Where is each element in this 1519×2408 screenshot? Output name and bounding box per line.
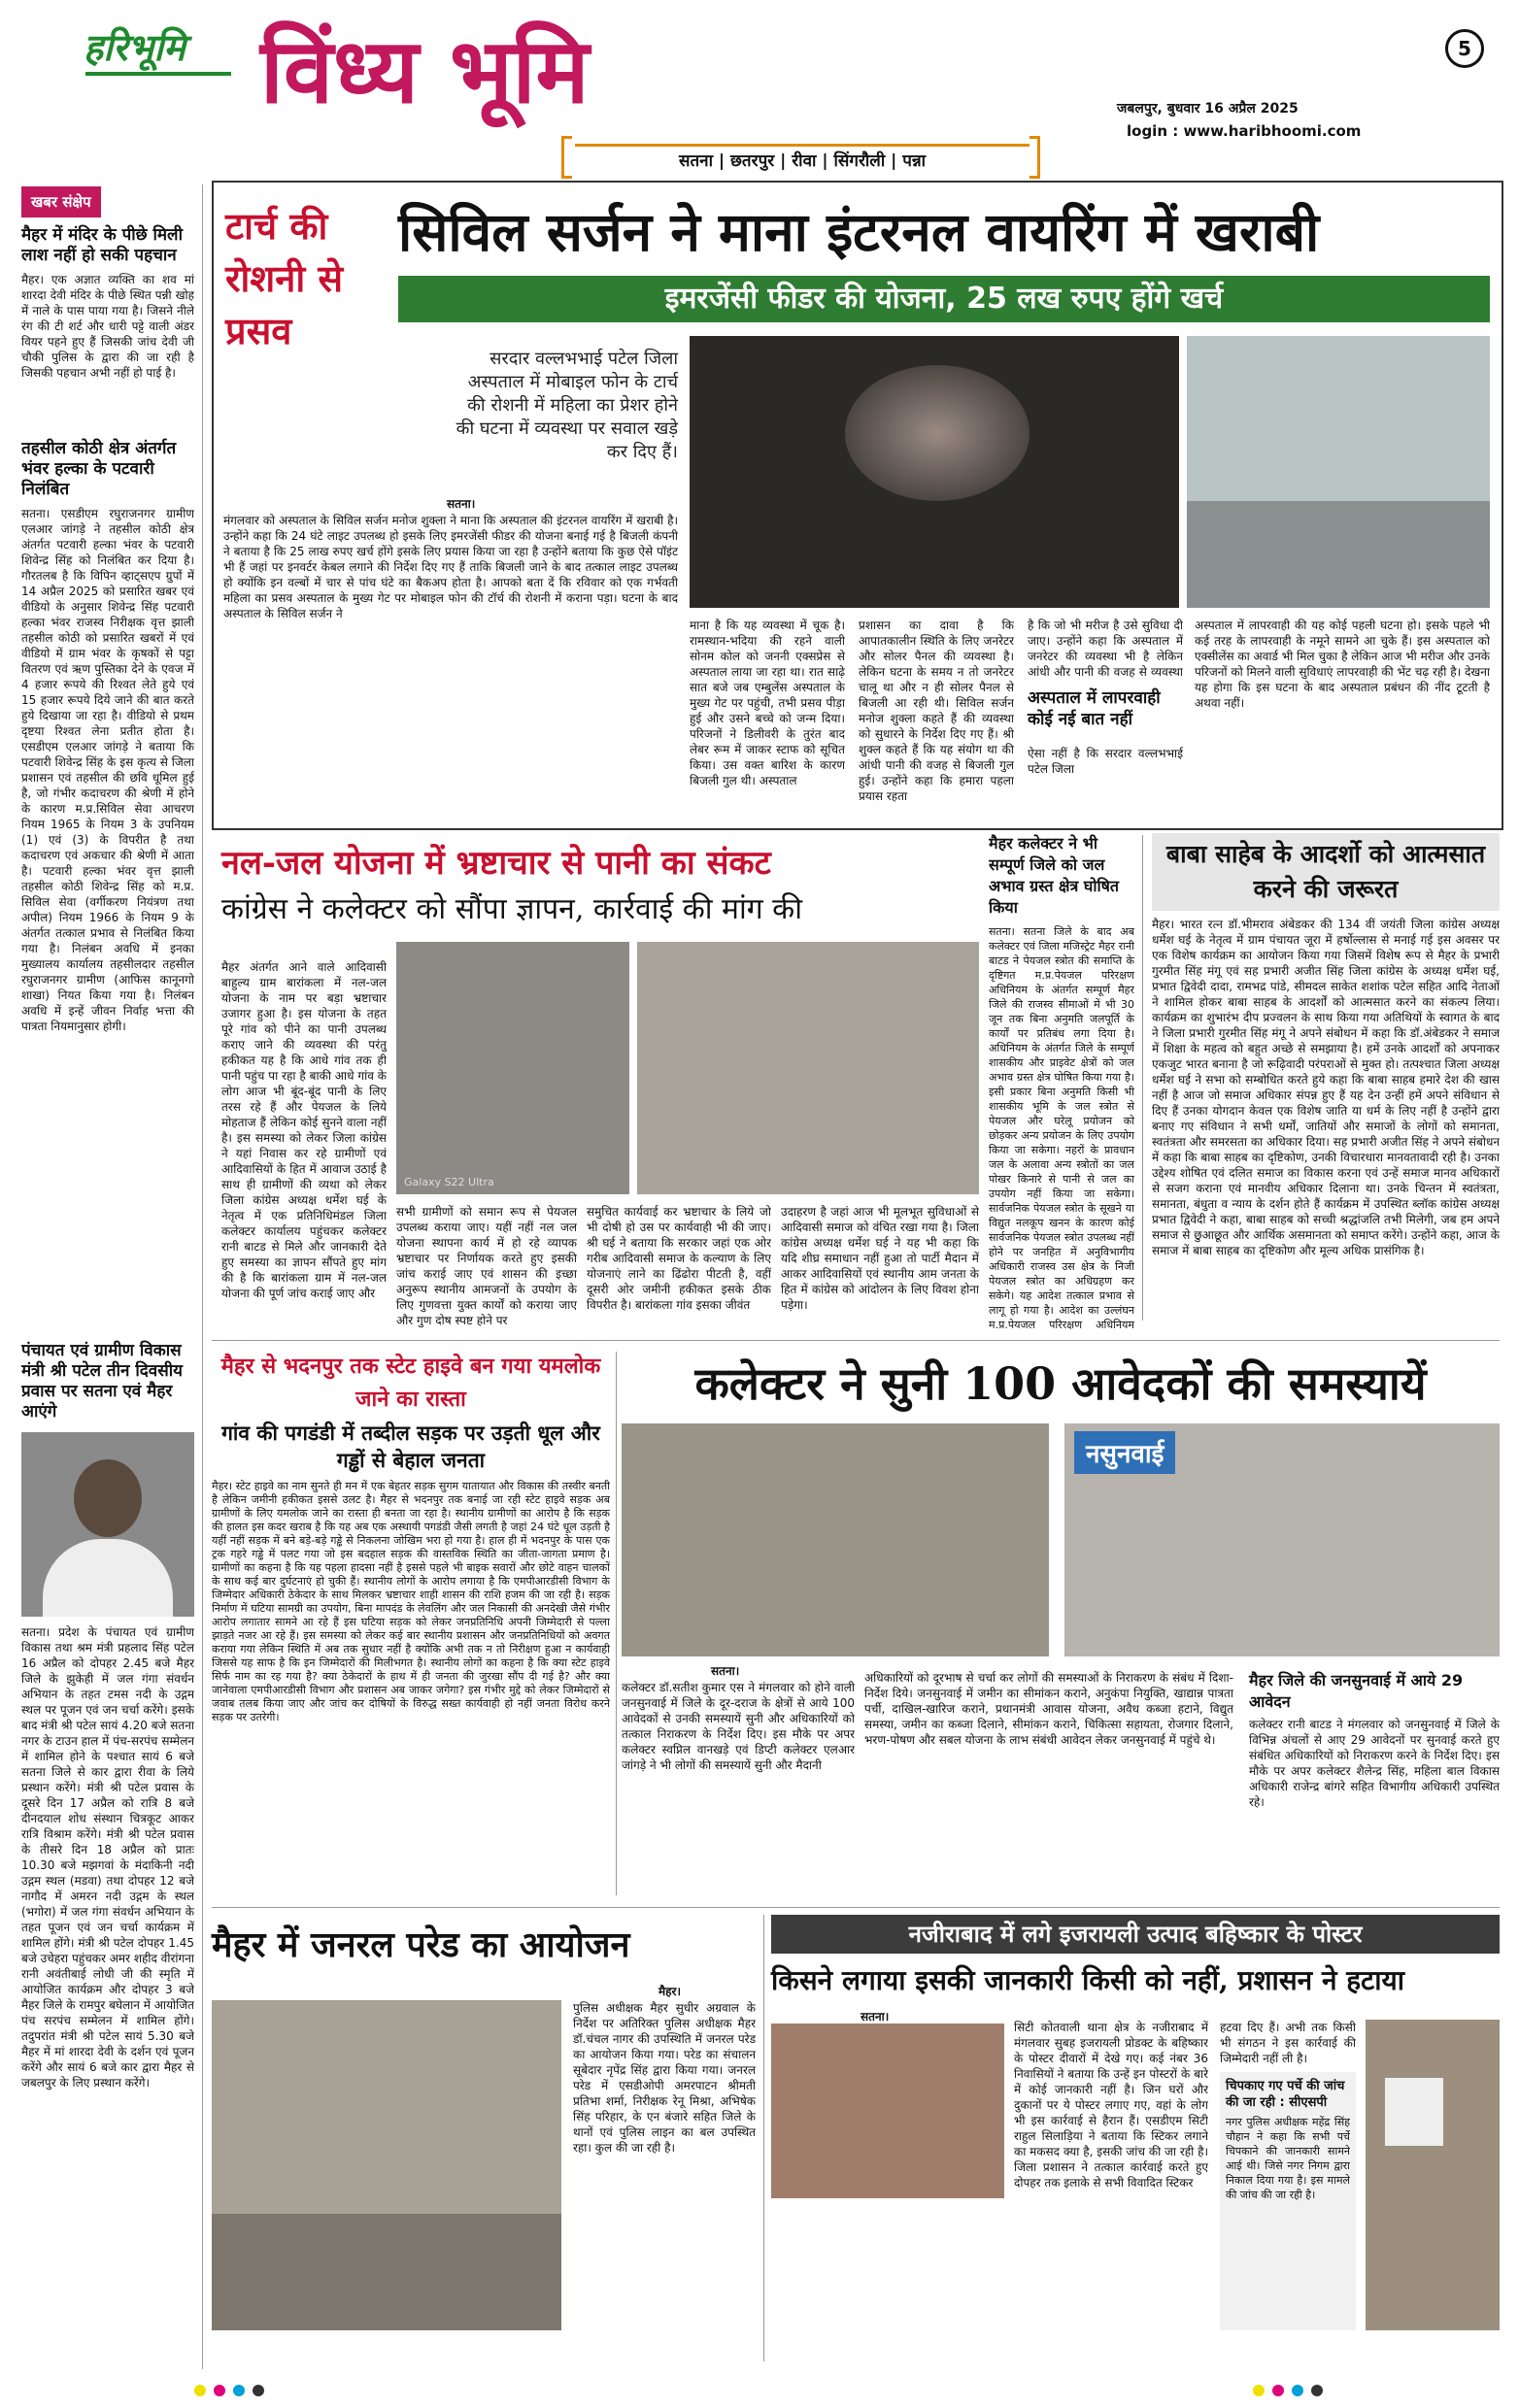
parade-headline: मैहर में जनरल परेड का आयोजन [212,1924,630,1965]
lead-box-headline: अस्पताल में लापरवाही कोई नई बात नहीं [1028,688,1161,729]
lead-body-col4: है कि जो भी मरीज है उसे सुविधा दी जाए। उन्होंने कहा कि अस्पताल में जनरेटर की व्यवस्था भी है लेकिन आंधी और पानी की वजह से व्यवस्था [1028,619,1183,679]
lead-kicker: टार्च की रोशनी से प्रसव [225,204,344,352]
registration-dot [233,2385,245,2396]
naljal-photo-villagers [396,942,629,1194]
person-body-shape [43,1539,173,1617]
highway-story [212,1350,610,1903]
highway-headline: मैहर से भदनपुर तक स्टेट हाइवे बन गया यमलोक जाने का रास्ता [220,1354,601,1412]
highway-body: मैहर। स्टेट हाइवे का नाम सुनते ही मन में एक बेहतर सड़क सुगम यातायात और विकास की तस्वीर बनती है लेकिन जमीनी हकीकत इससे उलट है। मैहर से भदनपुर तक बनाई जा रही स्टेट हाइवे सड़क अब ग्रामीणों के लिए यमलोक जाने का रास्ता ही बनता जा रहा है। स्थानीय ग्रामीणों का आरोप है कि सड़क की हालत इस कदर खराब है कि यह अब एक अस्थायी पगडंडी जैसी लगती है जहां 24 घंटे धूल उड़ती है यहीं नहीं सड़क में बने बड़े-बड़े गड्ढे से निकलना जोखिम भरा हो गया है। हाल ही में भदनपुर के पास एक ट्रक गहरे गड्ढे में पलट गया जो इस बदहाल सड़क की वास्तविक स्थिति का जीता-जागता प्रमाण है। ग्रामीणों का कहना है कि यह पहला हादसा नहीं है इससे पहले भी बाइक सवारों और छोटे वाहन चालकों के साथ कई बार दुर्घटनाएं हो चुकी हैं। स्थानीय लोगों के आरोप लगाया है कि एमपीआरडीसी विभाग के जिम्मेदार अधिकारी ठेकेदार के साथ मिलकर भ्रष्टाचार शाही शासन की राशि हजम की जा रही है। सड़क निर्माण में घटिया सामग्री का उपयोग, बिना मापदंड के लेवलिंग और जल निकासी की अनदेखी जैसे गंभीर आरोप लगातार सामने आ रहे हैं इस घटिया सड़क को लेकर जनप्रतिनिधि अपनी जिम्मेदारी से पल्ला झाड़ते नजर आ रहे हैं। इस समस्या को लेकर कई बार स्थानीय प्रशासन और जनप्रतिनिधियों को अवगत कराया गया लेकिन स्थिति में अब तक सुधार नहीं है क्योंकि अभी तक न तो निरीक्षण हुआ न कार्यवाही जिससे यह साफ है कि इन जिम्मेदारों की मिलीभगत है। स्थानीय लोगों का कहना है कि क्या स्टेट हाइवे सिर्फ नाम का रह गया है? क्या ठेकेदारों के हाथ में ही जनता की जुरखा सौंप दी गई है? और क्या जानेवाला एमपीआरडीसी विभाग और प्रशासन अब जाकर जगेगा? इस गंभीर मुद्दे को लेकर जिम्मेदारों से जवाब तलब किया जाए और जांच कर दोषियों के विरुद्ध सख्त कार्यवाही हो नहीं जनता विरोध करने सड़क पर उतरेगी। [212,1480,610,1723]
page-number-badge [1445,29,1484,68]
parade-story [212,1915,756,2361]
naljal-story [212,833,979,1328]
water-divider [1142,835,1143,1321]
water-scarcity-body: सतना। सतना जिले के बाद अब कलेक्टर एवं जिला मजिस्ट्रेट मैहर रानी बाटड ने पेयजल स्त्रोत की समाप्ति के दृष्टिगत म.प्र.पेयजल परिरक्षण अधिनियम के अंतर्गत सम्पूर्ण मैहर जिले की राजस्व सीमाओं में भी 30 जून तक बिना अनुमति जलपूर्ति के कार्यों पर प्रतिबंध लगा दिया है। अधिनियम के अंतर्गत जिले के सम्पूर्ण शासकीय और प्राइवेट क्षेत्रों को जल अभाव ग्रस्त क्षेत्र घोषित किया गया है। इसी प्रकार बिना अनुमति किसी भी शासकीय भूमि के जल स्त्रोत से पेयजल और घरेलू प्रयोजन को छोड़कर अन्य प्रयोजन के लिए उपयोग किया जा सकेगा। नहरों के प्रावधान जल के अलावा अन्य स्त्रोतों का जल पोखर किनारे से पानी से जल का उपयोग नहीं किया जा सकेगा। सार्वजनिक पेयजल स्त्रोत के सूखने या विद्युत नलकूप खनन के कारण कोई सार्वजनिक पेयजल स्त्रोत उपलब्ध नहीं होने पर जनहित में अनुविभागीय अधिकारी राजस्व उस क्षेत्र के निजी पेयजल स्त्रोत का अधिग्रहण कर सकेगे। यह आदेश तत्काल प्रभाव से लागू हो गया है। आदेश का उल्लंघन म.प्र.पेयजल परिरक्षण अधिनियम [989,925,1134,1331]
lead-body-col1: मंगलवार को अस्पताल के सिविल सर्जन मनोज शुक्ला ने माना कि अस्पताल की इंटरनल वायरिंग में खराबी है। उन्होंने कहा कि 24 घंटे लाइट उपलब्ध हो इसके लिए इमरजेंसी फीडर की योजना बनाई गई है बिजली कंपनी ने बताया है कि 25 लाख रुपए खर्च होंगे इसके लिए प्रयास किया जा रहा है उन्होंने बताया कि कुछ ऐसे पॉइंट भी हैं जहां पर इनवर्टर केबल लगाने की निर्देश दिए गए हैं ताकि बिजली जाने के बाद तत्काल लाइट उपलब्ध हो क्योंकि इन वल्बों में चार से पांच घंटे का बैकअप होता है। आपको बता दें कि रविवार को एक गर्भवती महिला का प्रसव अस्पताल के मुख्य गेट पर मोबाइल फोन की टॉर्च की रोशनी में कराना पड़ा। घटना के बाद अस्पताल के सिविल सर्जन ने [223,514,678,620]
lead-box-body: ऐसा नहीं है कि सरदार वल्लभभाई पटेल जिला [1028,747,1183,776]
registration-dot [1311,2385,1323,2396]
poster-inset-box [1220,2072,1356,2330]
registration-marks [0,2379,1519,2402]
lead-dateline: सतना। [447,497,476,511]
brief-1-headline: मैहर में मंदिर के पीछे मिली लाश नहीं हो सकी पहचान [21,225,183,265]
ambedkar-headline: बाबा साहेब के आदर्शो को आत्मसात करने की जरूरत [1152,833,1500,911]
parade-ground-shape [212,2214,561,2330]
naljal-headline: नल-जल योजना में भ्रष्टाचार से पानी का संकट [221,844,771,883]
lead-body-col5: अस्पताल में लापरवाही की यह कोई पहली घटना हो। इसके पहले भी कई तरह के लापरवाही के नमूने सामने आ चुके हैं। इस अस्पताल को एक्सीलेंस का अवार्ड भी मिल चुका है लेकिन आज भी मरीज और उनके परिजनों को मिलने वाली सुविधाएं लापरवाही की भेंट चढ़ रही है। देखना यह होगा कि इस घटना के बाद अस्पताल प्रबंधन की नींद टूटती है अथवा नहीं। [1195,619,1490,710]
poster-photo-officer [771,2023,1004,2198]
poster-body-col2: हटवा दिए हैं। अभी तक किसी भी संगठन ने इस कार्रवाई की जिम्मेदारी नहीं ली है। [1220,2021,1356,2065]
registration-dot [253,2385,264,2396]
brief-3-body: सतना। प्रदेश के पंचायत एवं ग्रामीण विकास तथा श्रम मंत्री प्रहलाद सिंह पटेल 16 अप्रैल को दोपहर 2.45 बजे मैहर जिले के झुकेही में जल गंगा संवर्धन अभियान के तहत टमस नदी के उद्गम स्थल पर पूजन एवं जन चर्चा करेंगे। इसके बाद मंत्री श्री पटेल सायं 4.20 बजे सतना नगर के टाउन हाल में पंच-सरपंच सम्मेलन में शामिल होने के पश्चात सायं 6 बजे सतना जिले से कार द्वारा रीवा के लिये प्रस्थान करेंगे। मंत्री श्री पटेल प्रवास के दूसरे दिन 17 अप्रैल को रात्रि 8 बजे दीनदयाल शोध संस्थान चित्रकूट आकर रात्रि विश्राम करेंगे। मंत्री श्री पटेल प्रवास के तीसरे दिन 18 अप्रैल को प्रातः 10.30 बजे मझगवां के मंदाकिनी नदी उद्गम स्थल (मडवा) तथा दोपहर 12 बजे नागौद में अमरन नदी उद्गम के स्थल (भगोरा) में जल गंगा संवर्धन अभियान के तहत पूजन एवं जन चर्चा कार्यक्रम में शामिल होंगे। मंत्री श्री पटेल दोपहर 1.45 बजे उचेहरा पहुंचकर अमर शहीद वीरांगना रानी अवंतीबाई लोधी जी की स्मृति में आयोजित कार्यक्रम और दोपहर 3 बजे मैहर जिले के रामपुर बघेलान में आयोजित पंच सरपंच सम्मेलन में शामिल होंगे। तदुपरांत मंत्री श्री पटेल सायं 5.30 बजे मैहर में मां शारदा देवी के दर्शन एवं पूजन करेंगे और सायं 6 बजे कार द्वारा मैहर से जबलपुर के लिए प्रस्थान करेंगे। [21,1625,194,2090]
naljal-photo-memorandum [637,942,979,1194]
lead-headline: सिविल सर्जन ने माना इंटरनल वायरिंग में खराबी [398,200,1320,263]
brief-2-body: सतना। एसडीएम रघुराजनगर ग्रामीण एलआर जांगड़े ने तहसील कोठी क्षेत्र अंतर्गत पटवारी हल्का भंवर के पटवारी शिवेन्द्र सिंह को निलंबित कर दिया है। गौरतलब है कि विपिन व्हाट्सएप ग्रुपों में 14 अप्रैल 2025 को प्रसारित खबर एवं वीडियो के अनुसार शिवेन्द्र सिंह पटवारी हल्का भंवर राजस्व निरीक्षक वृत्त झाली तहसील कोठी को प्रसारित खबरों में एवं वीडियो में ग्राम भंवर के कृषकों से पट्टा वितरण एवं ऋण पुस्तिका देने के एवज में 4 हजार रूपये की रिश्वत लेते हुये एवं 15 हजार रूपये दिये जाने की बात करते हुये दिखाया जा रहा है। वीडियो से प्रथम दृष्टया रिश्वत लेना प्रतीत होता है। एसडीएम एलआर जांगड़े ने बताया कि पटवारी शिवेन्द्र सिंह के इस कृत्य से जिला प्रशासन एवं तहसील की छवि धूमिल हुई है, जो गंभीर कदाचरण की श्रेणी में होने के कारण म.प्र.सिविल सेवा आचरण नियम 1965 के नियम 3 के उपनियम (1) एवं (3) के विपरीत है तथा कदाचरण एवं अकचार की श्रेणी में आता है। पटवारी हल्का भंवर वृत्त झाली तहसील कोठी शिवेन्द्र सिंह को म.प्र. सिविल सेवा (वर्गीकरण नियंत्रण तथा अपील) नियम 1966 के नियम 9 के अंतर्गत तत्काल प्रभाव से निलंबित किया गया है। निलंबन अवधि में इनका मुख्यालय कार्यालय तहसीलदार तहसील रघुराजनगर ग्रामीण (आफिस कानूनगो शाखा) नियत किया गया है। निलंबन अवधि में इन्हें जीवन निर्वाह भत्ता की पात्रता नियमानुसार होगी। [21,507,194,1033]
sticker-shape [1385,2078,1443,2146]
brief-3-headline: पंचायत एवं ग्रामीण विकास मंत्री श्री पटेल तीन दिवसीय प्रवास पर सतना एवं मैहर आएंगे [21,1341,183,1421]
lead-subhead-bar [398,276,1490,322]
minister-photo [21,1432,194,1617]
lower-divider [212,1907,1500,1908]
ambedkar-story [1152,833,1500,1328]
naljal-body-col4: उदाहरण है जहां आज भी मूलभूत सुविधाओं से आदिवासी समाज को वंचित रखा गया है। जिला कांग्रेस अध्यक्ष धर्मेश घई ने यह भी कहा कि यदि शीघ्र समाधान नहीं हुआ तो पार्टी मैदान में आकर आदिवासियों एवं स्थानीय आम जनता के हित में कांग्रेस को आंदोलन के लिए विवश होना पड़ेगा। [781,1205,979,1312]
naljal-photo-caption: Galaxy S22 Ultra [404,1176,494,1188]
mid-divider [212,1340,1500,1341]
water-scarcity-story [989,833,1134,1338]
highway-subhead: गांव की पगडंडी में तब्दील सड़क पर उड़ती धूल और गड्ढों से बेहाल जनता [221,1421,600,1472]
maihar-hearing-headline: मैहर जिले की जनसुनवाई में आये 29 आवेदन [1249,1671,1464,1711]
naljal-body-col3: समुचित कार्यवाई कर भ्रष्टाचार के लिये जो भी दोषी हो उस पर कार्यवाही भी की जाए। श्री घई ने बताया कि सरकार जहां एक ओर गरीब आदिवासी समाज के कल्याण के लिए योजनाएं लाने का ढिंढोरा पीटती है, वहीं दूसरी ओर जमीनी हकीकत इसके ठीक विपरीत है। बारांकला गांव इसका जीवंत [587,1205,771,1312]
naljal-body-col1: मैहर अंतर्गत आने वाले आदिवासी बाहुल्य ग्राम बारांकला में नल-जल योजना के नाम पर बड़ा भ्रष्टाचार उजागर हुआ है। इस योजना के तहत पूरे गांव को पीने का पानी उपलब्ध कराए जाने की व्यवस्था की परंतु हकीकत यह है कि आधे गांव तक ही पानी पहुंच पा रहा है बाकी आधे गांव के लोग आज भी बूंद-बूंद पानी के लिए तरस रहे हैं और पेयजल के लिये मोहताज हैं लेकिन कोई सुनने वाला नहीं है। इस समस्या को लेकर जिला कांग्रेस ने यहां निवास कर रहे ग्रामीणों एवं आदिवासियों के हित में आवाज उठाई है साथ ही ग्रामीणों की व्यथा को लेकर जिला कांग्रेस अध्यक्ष धर्मेश घई के नेतृत्व में एक प्रतिनिधिमंडल जिला कलेक्टर कार्यालय पहुंचकर कलेक्टर रानी बाटड से मिले और जानकारी देते हुए समस्या का ज्ञापन सौंपते हुए मांग की है कि बारांकला ग्राम में नल-जल योजना की पूर्ण जांच कराई जाए और [221,960,387,1300]
news-brief-column [21,186,194,2371]
lead-photo-ward [1187,336,1490,608]
torch-light-shape [845,365,1030,501]
registration-dot [1253,2385,1265,2396]
lead-intro: सरदार वल्लभभाई पटेल जिला अस्पताल में मोबाइल फोन के टार्च की रोशनी में महिला का प्रेशर होने की घटना में व्यवस्था पर सवाल खड़े कर दिए हैं। [456,349,678,462]
parade-divider [763,1915,764,2361]
poster-top-headline-bar [771,1915,1500,1954]
jansunwai-photo-maihar [1064,1423,1500,1656]
district-bar [575,144,1030,174]
parade-body: पुलिस अधीक्षक मैहर सुधीर अग्रवाल के निर्देश पर अतिरिक्त पुलिस अधीक्षक मैहर डॉ.चंचल नागर की उपस्थिति में जनरल परेड का आयोजन किया गया। परेड का संचालन सूबेदार नृपेंद्र सिंह द्वारा किया गया। जनरल परेड में एसडीओपी अमरपाटन श्रीमती प्रतिभा शर्मा, निरीक्षक रेनू मिश्रा, अभिषेक सिंह परिहार, के एन बंजारे सहित जिले के थानों एवं पुलिस लाइन का बल उपस्थित रहा। कुल की जा रही है। [573,2001,756,2155]
lead-subhead: इमरजेंसी फीडर की योजना, 25 लख रुपए होंगे खर्च [664,282,1224,316]
maihar-hearing-body: कलेक्टर रानी बाटड ने मंगलवार को जनसुनवाई में जिले के विभिन्न अंचलों से आए 29 आवेदनों पर सुनवाई करते हुए संबंधित अधिकारियों को निराकरण करने के निर्देश दिए। इस मौके पर अपर कलेक्टर शैलेन्द्र सिंह, महिला बाल विकास अधिकारी राजेन्द्र बांगरे सहित विभागीय अधिकारी उपस्थित रहे। [1249,1718,1500,1809]
registration-dot [214,2385,225,2396]
naljal-subhead: कांग्रेस ने कलेक्टर को सौंपा ज्ञापन, कार्रवाई की मांग की [221,892,802,926]
jansunwai-story [622,1350,1500,1903]
highway-divider [616,1352,617,1895]
login-url[interactable]: login : www.haribhoomi.com [1127,122,1362,140]
lead-story [212,181,1503,830]
jansunwai-banner-text: नसुनवाई [1086,1440,1165,1469]
lead-photo-night [690,336,1179,608]
poster-top-headline: नजीराबाद में लगे इजरायली उत्पाद बहिष्कार के पोस्टर [908,1920,1363,1948]
district-list: सतना | छतरपुर | रीवा | सिंगरौली | पन्ना [678,151,927,171]
registration-dot [194,2385,206,2396]
poster-story [771,1915,1500,2361]
brand-logo: हरिभूमि [84,25,186,69]
person-icon [74,1459,142,1537]
poster-inset-headline: चिपकाए गए पर्चे की जांच की जा रही : सीएसपी [1226,2079,1345,2110]
poster-photo-wall [1366,2020,1500,2330]
masthead [0,0,1519,180]
jansunwai-body-col2: अधिकारियों को दूरभाष से चर्चा कर लोगों की समस्याओं के निराकरण के संबंध में दिशा-निर्देश दिये। जनसुनवाई में जमीन का सीमांकन कराने, अनुकंपा नियुक्ति, खाद्यान्न पात्रता पर्ची, दाखिल-खारिज कराने, प्रधानमंत्री आवास योजना, अवैध कब्जा हटाने, विद्युत समस्या, जमीन का कब्जा दिलाने, सीमांकन कराने, चिकित्सा सहायता, रोजगार दिलाने, भरण-पोषण और सबल योजना के लाभ संबंधी आवेदन लेकर जनसुनवाई में पहुंचे थे। [864,1671,1233,1747]
jansunwai-body-col1: कलेक्टर डॉ.सतीश कुमार एस ने मंगलवार को होने वाली जनसुनवाई में जिले के दूर-दराज के क्षेत्रों से आये 100 आवेदकों से उनकी समस्यायें सुनी और अधिकारियों को तत्काल निराकरण के निर्देश दिए। इस मौके पर अपर कलेक्टर स्वप्निल वानखड़े एवं डिप्टी कलेक्टर एलआर जांगड़े ने भी लोगों की समस्यायें सुनी और मैदानी [622,1681,855,1772]
jansunwai-dateline: सतना। [711,1664,740,1678]
lead-body-col3: प्रशासन का दावा है कि आपातकालीन स्थिति के लिए जनरेटर और सोलर पैनल की व्यवस्था है। लेकिन घटना के समय न तो जनरेटर चालू था और न ही सोलर पैनल से बिजली आ रही थी। सिविल सर्जन मनोज शुक्ला कहते हैं की व्यवस्था को सुधारने के निर्देश दिए गए हैं। श्री शुक्ल कहते हैं कि यह संयोग था की आंधी पानी की वजह से बिजली गुल हुई। उन्होंने कहा कि हमारा पहला प्रयास रहता [859,619,1014,803]
ward-floor-shape [1187,501,1490,608]
page-number: 5 [1458,37,1471,60]
poster-headline: किसने लगाया इसकी जानकारी किसी को नहीं, प्रशासन ने हटाया [771,1964,1404,1996]
jansunwai-banner [1074,1431,1175,1474]
lead-body-col2: माना है कि यह व्यवस्था में चूक है। रामस्थान-भदिया की रहने वाली सोनम कोल को जननी एक्सप्रेस से अस्पताल लाया जा रहा था। रात साढ़े सात बजे जब एम्बुलेंस अस्पताल के मुख्य गेट पर पहुंची, तभी प्रसव पीड़ा हुई और उसने बच्चे को जन्म दिया। परिजनों ने डिलीवरी के तुरंत बाद लेबर रूम में जाकर स्टाफ को सूचित किया। उस वक्त बारिश के कारण बिजली गुल थी। अस्पताल [690,619,845,787]
dateline: जबलपुर, बुधवार 16 अप्रैल 2025 [1117,101,1299,117]
sidebar-divider [202,184,203,2369]
bracket-right [1030,136,1040,179]
ambedkar-body: मैहर। भारत रत्न डॉ.भीमराव अंबेडकर की 134 वीं जयंती जिला कांग्रेस अध्यक्ष धर्मेश घई के नेतृत्व में ग्राम पंचायत जूरा में हर्षोल्लास से मनाई गई इस अवसर पर एक विशेष कार्यक्रम का आयोजन किया गया जिसमें विशेष रूप से मैहर के प्रभारी गुरमीत सिंह मंगू एवं सह प्रभारी अजीत सिंह जिला कांग्रेस के अध्यक्ष धर्मेश घई, प्रभात द्विवेदी दादा, रामभद्र पांडे, सीमदल साकेत शशांक पटेल सहित आदि नेताओं ने शामिल होकर बाबा साहब के आदर्शों को आत्मसात करने का संकल्प लिया। कार्यक्रम का शुभारंभ दीप प्रज्वलन के साथ किया गया अतिथियों के स्वागत के बाद ने जिला प्रभारी गुरमीत सिंह मंगू ने अपने संबोधन में कहा कि डॉ.अंबेडकर ने समाज में शिक्षा के महत्व को बहुत अच्छे से समझाया है। हमें उनके आदर्शों को अपनाकर एकजुट भारत बनाना है जो रूढ़िवादी परंपराओं से मुक्त हो। तत्पश्चात जिला अध्यक्ष धर्मेश घई ने सभा को सम्बोधित करते हुये कहा कि बाबा साहब हमारे देश की खास नहीं है आज जो समाज अधिकार संपन्न हुए हैं यह देन उन्हीं हमें अपने संविधान से दिए हैं उनका योगदान केवल एक विशेष जाति या धर्म के लिए नहीं है उन्होंने द्वारा बनाए गए संविधान ने सभी धर्मों, जातियों और समाजों के लोगों को समानता, स्वतंत्रता और समरसता का अधिकार दिया। सह प्रभारी अजीत सिंह ने अपने संबोधन में कहा कि बाबा साहब का दृष्टिकोण, उनकी विचारधारा मानवतावादी रही है। उनका उद्देश्य शोषित एवं दलित समाज का विकास करना एवं उन्हें समाज मानव अधिकारों से सजग कराना एवं मानवीय अधिकार दिलाना था। उनके चिन्तन में स्वतंत्रता, समानता, बंधुता व न्याय के दर्शन होते हैं कार्यक्रम में उपस्थित ब्लॉक कांग्रेस अध्यक्ष प्रभात द्विवेदी ने कहा, बाबा साहब को सच्ची श्रद्धांजलि तभी मिलेगी, जब हम अपने समाज से छुआछूत और आर्थिक असमानता को समाप्त करेंगे। उन्होंने कहा, आज के समाज में बाबा साहब का दृष्टिकोण और मूल्य अधिक प्रासंगिक है। [1152,918,1500,1257]
brand-underline [85,72,231,76]
registration-dot [1292,2385,1303,2396]
brief-2-headline: तहसील कोठी क्षेत्र अंतर्गत भंवर हल्का के पटवारी निलंबित [21,439,177,499]
poster-dateline: सतना। [861,2010,890,2023]
parade-photo [212,2000,561,2330]
page-title: विंध्य भूमि [260,18,590,123]
bracket-left [561,136,572,179]
jansunwai-photo-satna [622,1423,1049,1656]
brief-1-body: मैहर। एक अज्ञात व्यक्ति का शव मां शारदा देवी मंदिर के पीछे स्थित पन्नी खोह में नाले के पास पाया गया है। जिसने नीले रंग की टी शर्ट और धारी पट्टे वाली अंडर वियर पहने हुए हैं जिसकी जांच देवी जी चौकी पुलिस के द्वारा की जा रही है जिसकी पहचान अभी नहीं हो पाई है। [21,273,194,380]
registration-dot [1272,2385,1284,2396]
poster-body-col1: सिटी कोतवाली थाना क्षेत्र के नजीराबाद में मंगलवार सुबह इजरायली प्रोडक्ट के बहिष्कार के पोस्टर दीवारों में देखे गए। कई नंबर 36 निवासियों ने बताया कि उन्हें इन पोस्टरों के बारे में कोई जानकारी नहीं है। जिन घरों और दुकानों पर ये पोस्टर लगाए गए, वहां के लोग भी इस कार्रवाई से हैरान हैं। एसडीएम सिटी राहुल सिलाड़िया ने बताया कि स्टिकर लगाने का मकसद क्या है, इसकी जांच की जा रही है। जिला प्रशासन ने तत्काल कार्रवाई करते हुए दोपहर तक इलाके से सभी विवादित स्टिकर [1014,2021,1208,2190]
news-brief-label: खबर संक्षेप [21,186,101,217]
poster-inset-body: नगर पुलिस अधीक्षक महेंद्र सिंह चौहान ने कहा कि सभी पर्चे चिपकाने की जानकारी सामने आई थी। जिसे नगर निगम द्वारा निकाल दिया गया है। इस मामले की जांच की जा रही है। [1226,2116,1350,2201]
jansunwai-headline: कलेक्टर ने सुनी 100 आवेदकों की समस्यायें [694,1357,1427,1410]
water-scarcity-headline: मैहर कलेक्टर ने भी सम्पूर्ण जिले को जल अभाव ग्रस्त क्षेत्र घोषित किया [989,834,1120,917]
parade-dateline: मैहर। [658,1985,682,1998]
naljal-body-col2: सभी ग्रामीणों को समान रूप से पेयजल उपलब्ध कराया जाए। यहीं नहीं नल जल योजना स्थापना कार्य में हो रहे व्यापक भ्रष्टाचार पर निर्णायक करते हुए इसकी जांच कराई जाए एवं शासन की इच्छा अनुरूप स्थानीय आमजनों के उपयोग के लिए गुणवत्ता युक्त कार्यों को कराया जाए और गुण दोष स्पष्ट होने पर [396,1205,577,1327]
